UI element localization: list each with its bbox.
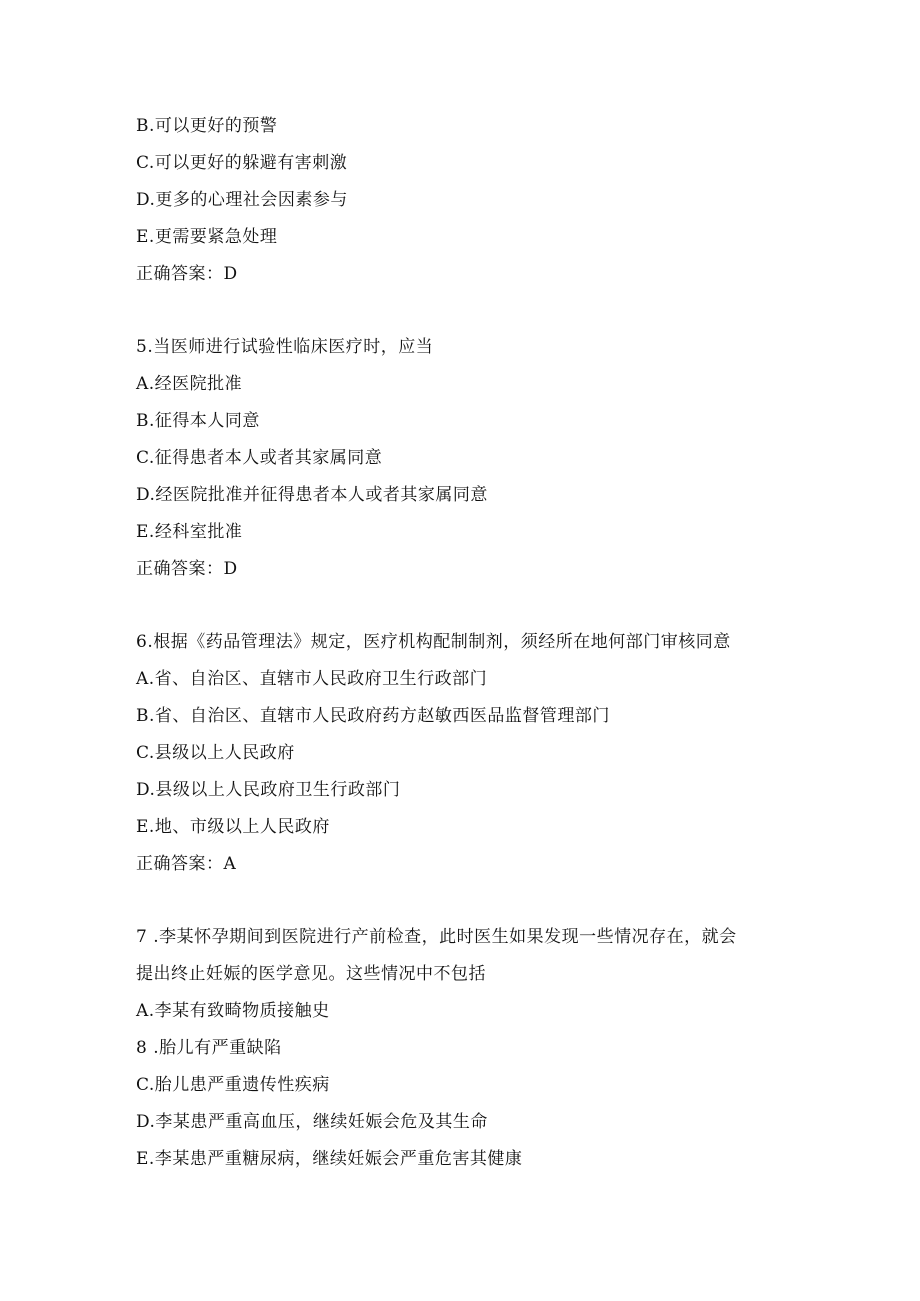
option-a: A.省、自治区、直辖市人民政府卫生行政部门 xyxy=(136,669,488,689)
question-7 xyxy=(136,919,816,1178)
option-b: B.可以更好的预警 xyxy=(136,116,278,136)
question-6 xyxy=(136,624,816,883)
spacer xyxy=(136,293,816,329)
option-e: E.地、市级以上人民政府 xyxy=(136,817,330,837)
option-c: C.县级以上人民政府 xyxy=(136,743,295,763)
correct-answer: 正确答案：A xyxy=(136,854,237,874)
option-e: E.经科室批准 xyxy=(136,522,243,542)
option-a: A.李某有致畸物质接触史 xyxy=(136,1001,330,1021)
spacer xyxy=(136,883,816,919)
question-5 xyxy=(136,329,816,588)
option-c: C.胎儿患严重遗传性疾病 xyxy=(136,1075,330,1095)
option-c: C.征得患者本人或者其家属同意 xyxy=(136,448,383,468)
correct-answer: 正确答案：D xyxy=(136,559,238,579)
question-text: 5.当医师进行试验性临床医疗时，应当 xyxy=(136,337,434,357)
question-text-line-1: 7 .李某怀孕期间到医院进行产前检查，此时医生如果发现一些情况存在，就会 xyxy=(136,927,737,947)
option-b: B.省、自治区、直辖市人民政府药方赵敏西医品监督管理部门 xyxy=(136,706,610,726)
question-text-line-2: 提出终止妊娠的医学意见。这些情况中不包括 xyxy=(136,964,486,984)
document-page xyxy=(136,108,816,1178)
spacer xyxy=(136,588,816,624)
option-e: E.更需要紧急处理 xyxy=(136,227,278,247)
option-b: 8 .胎儿有严重缺陷 xyxy=(136,1038,282,1058)
option-a: A.经医院批准 xyxy=(136,374,243,394)
option-d: D.李某患严重高血压，继续妊娠会危及其生命 xyxy=(136,1112,488,1132)
question-text: 6.根据《药品管理法》规定，医疗机构配制制剂，须经所在地何部门审核同意 xyxy=(136,632,731,652)
option-d: D.更多的心理社会因素参与 xyxy=(136,190,348,210)
option-e: E.李某患严重糖尿病，继续妊娠会严重危害其健康 xyxy=(136,1149,523,1169)
option-d: D.经医院批准并征得患者本人或者其家属同意 xyxy=(136,485,488,505)
correct-answer: 正确答案：D xyxy=(136,264,238,284)
question-4-continuation xyxy=(136,108,816,293)
option-c: C.可以更好的躲避有害刺激 xyxy=(136,153,348,173)
option-d: D.县级以上人民政府卫生行政部门 xyxy=(136,780,401,800)
option-b: B.征得本人同意 xyxy=(136,411,260,431)
